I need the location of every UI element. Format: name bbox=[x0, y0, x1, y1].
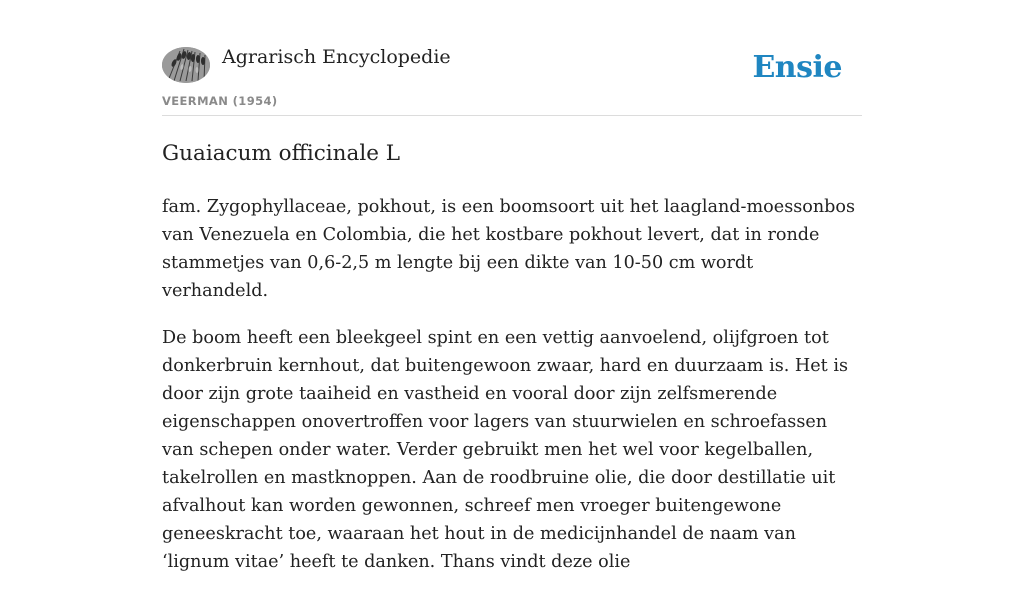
page bbox=[162, 0, 862, 572]
publication-title[interactable]: Agrarisch Encyclopedie bbox=[222, 46, 451, 68]
author-year-label[interactable]: VEERMAN (1954) bbox=[162, 94, 278, 108]
entry-title: Guaiacum officinale L bbox=[162, 141, 401, 166]
entry-paragraph: De boom heeft een bleekgeel spint en een vettig aanvoelend, olijfgroen tot donkerbruin kernhout, dat buitengewoon zwaar, hard en duurzaam is. Het is door zijn grote taaiheid en vastheid en vooral door zijn zelfsmerende eigenschappen onovertroffen voor lagers van stuurwielen en schroefassen van schepen onder water. Verder gebruikt men het wel voor kegelballen, takelrollen en mastknoppen. Aan de roodbruine olie, die door destillatie uit afvalhout kan worden gewonnen, schreef men vroeger buitengewone geneeskracht toe, waaraan het hout in de medicijnhandel de naam van ‘lignum vitae’ heeft te danken. Thans vindt deze olie bbox=[162, 328, 849, 572]
entry-body bbox=[162, 193, 862, 595]
site-header bbox=[162, 0, 862, 116]
wheat-ears-icon[interactable] bbox=[162, 47, 210, 83]
entry-paragraph: fam. Zygophyllaceae, pokhout, is een boomsoort uit het laagland-moessonbos van Venezuela en Colombia, die het kostbare pokhout levert, dat in ronde stammetjes van 0,6-2,5 m lengte bij een dikte van 10-50 cm wordt verhandeld. bbox=[162, 197, 856, 301]
ensie-logo-link[interactable]: Ensie bbox=[752, 50, 842, 85]
